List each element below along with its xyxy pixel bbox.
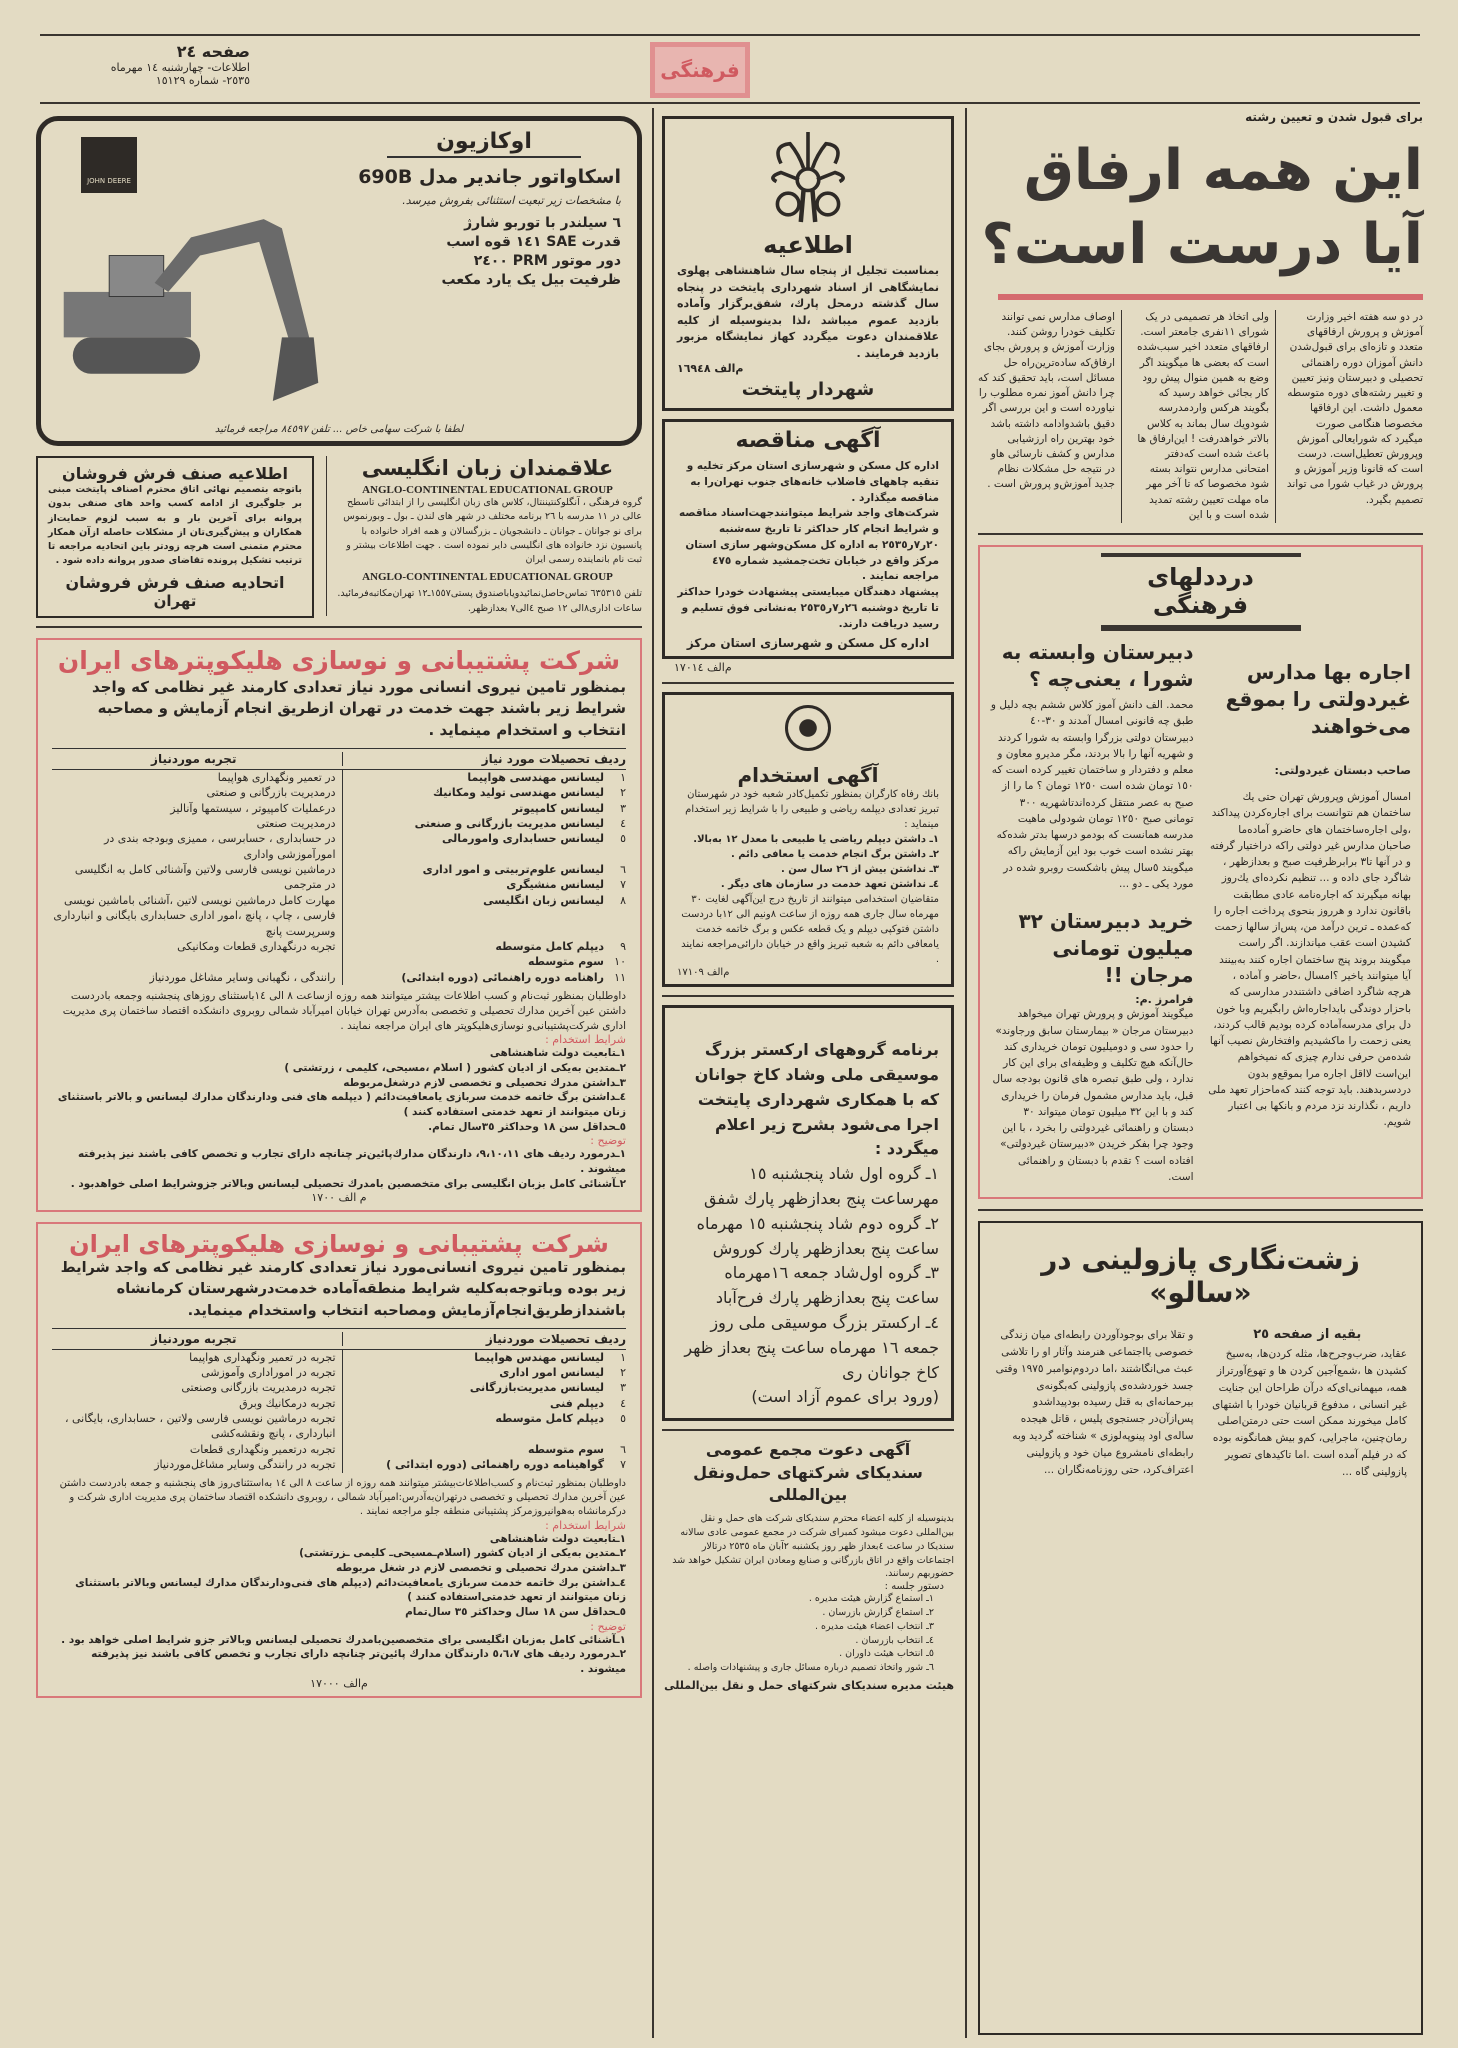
union-general-assembly-ad (662, 1439, 954, 1692)
notice-body: بمناسبت تجلیل از پنجاه سال شاهنشاهی پهلوی نمایشگاهی از اسناد شهرداری پایتخت در پنجاه سال گذشته درمحل پارك، شفق‌برگزار وآماده بازدید عموم میباشد ،لذا بدینوسیله از کلیه علاقمندان دعوت میگردد کهاز نمایشگاه مزبور بازدید فرمایند . (677, 264, 939, 360)
row-number: ٢ (620, 786, 626, 800)
table-row (52, 816, 626, 831)
cultural-complaints-box (978, 545, 1423, 1199)
agenda-item: ١ـ استماع گزارش هیئت مدیره . (808, 1593, 934, 1605)
list-item: ٢ـآشنائی کامل بزبان انگلیسی برای متخصصین بامدرك تحصیلی لیسانس وبالاتر جزوشرایط اصلی خواهدبود . (70, 1177, 626, 1190)
box-title: درددلهای فرهنگی (1147, 563, 1254, 620)
column-rule (652, 108, 654, 2038)
heli2-code: م‌الف ١٧٠٠٠ (310, 1676, 368, 1690)
row-education: لیسانس مهندسی تولید ومکانیك (432, 786, 604, 800)
heli1-intro: بمنظور تامین نیروی انسانی مورد نیاز تعدادی کارمند غیر نظامی که واجد شرایط زیر باشند جهت خدمت در تهران ازطریق انجام آزمایش و مصاحبه انتخاب و استخدام مینماید . (92, 677, 626, 739)
article-col-1: در دو سه هفته اخیر وزارت آموزش و پرورش ارفاقهای متعدد و تازه‌ای برای قبول‌شدن دانش آموزان دوره راهنمائی تحصیلی و دبیرستان ونیز تعیین و تغییر رشته‌های دوره متوسطه معمول داشت. این ارفاقها مخصوصا هنگامی صورت میگیرد که شورایعالی آموزش وپرورش تعطیل‌است. درست است که قانونا وزیر آموزش و پرورش در غیاب شورا می تواند تصمیم بگیرد. (1286, 311, 1423, 506)
list-item: ١ـآشنائی کامل به‌زبان انگلیسی برای متخصصین‌بامدرك تحصیلی لیسانس وبالاتر جزو شرایط اصلی خواهد بود . (61, 1633, 626, 1646)
column-header-experience: تجربه موردنیاز (52, 752, 343, 766)
row-experience: در تعمیر ونگهداری هواپیما (52, 770, 343, 785)
article-col-2: ولی اتخاذ هر تصمیمی در یک شورای ١١نفری جامعتر است. ارفاقهای متعدد اخیر سبب‌شده است که بعضی ها میگویند اگر وضع به همین منوال پیش رود کار بجائی خواهد رسید که بگویند هرکس واردمدرسه شودویك سال بماند به کلاس بالاتر خواهدرفت ! این‌ارفاق ها باعث شده است که‌دفتر امتحانی مدارس نتواند بسته شود مخصوصا که تا آخر مهر ماه مهلت تعیین رشته تمدید شده است و با این (1137, 311, 1269, 521)
schedule-item: ٢ـ گروه دوم شاد پنجشنبه ١٥ مهرماه ساعت پنج بعدازظهر پارك کوروش (696, 1213, 939, 1258)
row-education: لیسانس مهندس هواپیما (474, 1350, 604, 1364)
divider (662, 682, 954, 684)
middle-column (662, 116, 954, 2036)
pasolini-col-right: عقاید، ضرب‌وجرح‌ها، مثله کردن‌ها، به‌سیخ کشیدن ها ،شمع‌آجین کردن ها و تهوع‌آورتراز همه، میهمانی‌ای‌که درآن طراحان این جنایت غیر انسانی ، مدفوع قربانیان خودرا با اشتهای کامل میخورند ممکن است حتی درمتن‌اصلی رمان‌چنین، ماجرایی، کم‌و بیش همانگونه بوده که در فیلم آمده است .اما تاکیدهای تصویر پازولینی گاه ... (1212, 1348, 1407, 1478)
row-number: ٥ (620, 1412, 626, 1426)
english-ad-title: علاقمندان زبان انگلیسی (361, 456, 614, 480)
notice-code: م‌الف ١٦٩٤٨ (677, 362, 744, 375)
story1-body: امسال آموزش وپرورش تهران حتی یك ساختمان هم نتوانست برای اجاره‌کردن پیداکند ،ولی اجاره‌ساختمان های حاضرو آماده‌ما صاحبان مدارس غیر دولتی راکه دراختیار گرفته و در آنها تا٣ برابرظرفیت صبح و بعدازظهر ، شاگرد جای داده و ... تنظیم نکرده‌ای یك‌روز بهانه میگیرند که اجاره‌نامه عادی مطابقت باقانون ندارد و هرروز بنحوی پرداخت اجاره را که‌عمده ـ ترین درآمد من، پس‌از سالها زحمت کشیدن است عقب میاندازند. اگر راست میگویند بروند پنج ساختمان اجاره کنند به‌بینند آیا میتوانند یاخیر ؟امسال ،حاضر و آماده ، هرچه شاگرد اضافی داشتنددر مدارسی که باحزار دوندگی بایداجاره‌اش رابگیریم وبا خون دل برای مدرسه‌آماده کرده بودیم قالب کردند، یعنی زحمت را ماکشیدیم وافتخارش نصیب آنها شده‌من حرفی ندارم چیزی که نمیخواهم این‌است لااقل اجاره مرا بموقع‌و بدون دردسربدهند. باید توجه کنند که‌ماحزار تعهد ملی داریم ، نگذارند نزد مردم و بانکها بی اعتبار شویم. (1208, 791, 1411, 1129)
row-experience: در حسابداری ، حسابرسی ، ممیزی وبودجه بندی در امورآموزشی واداری (52, 831, 343, 862)
tender-body-2: شرکت‌های واجد شرایط میتوانندجهت‌اسناد مناقصه و شرایط انجام کار حداکثر تا تاریخ سه‌شنبه ٢٠ر٧ر٢٥٣٥ به اداره کل مسکن‌وشهر سازی استان مرکز واقع در خیابان تخت‌جمشید شماره ٤٧٥ مراجعه نمایند . (679, 507, 939, 583)
continued-from: بقیه از صفحه ٢٥ (1253, 1327, 1362, 1343)
helicopter-ad-tehran (36, 638, 642, 1213)
schedule-item: ١ـ گروه اول شاد پنجشنبه ١٥ مهرساعت پنج بعدازظهر پارك شفق (703, 1164, 939, 1209)
bank-ad-outro: متقاضیان استخدامی میتوانند از تاریخ درج این‌آگهی لغایت ٣٠ مهرماه سال جاری همه روزه از ساعت ٨ونیم الی ١٢با دردست داشتن فتوکپی دیپلم و یک قطعه عکس و برگ خاتمه خدمت یامعافی دائم به شعبه تبریز واقع در خیابان دارائی‌مراجعه نمایند . (681, 894, 939, 966)
schedule-item: ٤ـ ارکستر بزرگ موسیقی ملی روز جمعه ١٦ مهرماه ساعت پنج بعداز ظهر کاخ جوانان ری (684, 1313, 939, 1382)
union-signature: هیئت مدیره سندیکای شرکتهای حمل و نقل بین‌المللی (664, 1678, 954, 1692)
row-number: ٥ (620, 832, 626, 846)
row-number: ٢ (620, 1365, 626, 1379)
table-row (52, 893, 626, 939)
row-experience: تجربه درتعمیر ونگهداری قطعات (52, 1442, 343, 1457)
table-row (52, 1411, 626, 1442)
heli1-apply: داوطلبان بمنظور ثبت‌نام و کسب اطلاعات بیشتر میتوانند همه روزه ازساعت ٨ الی ١٤باستثنای روزهای پنجشنبه وجمعه بادردست داشتن عین آخرین مدارك تحصیلی و تخصصی به‌آدرس تهران خیابان امیرآباد شمالی روبروی دانشکده اقتصاد ساختمان پری مدیریت اداری شرکت‌پشتیبانی‌و نوسازی‌هلیکوپتر های ایران مراجعه نمایند . (62, 990, 626, 1032)
divider (978, 533, 1423, 535)
row-experience: درعملیات کامپیوتر ، سیستمها وآنالیز (52, 801, 343, 816)
list-item: ٤ـداشتن برك خاتمه خدمت سربازی یامعافیت‌دائم (دیپلم های فنی‌ودارندگان مدارك لیسانس وبالاتر باستثنای زنان میتوانند از تعهد خدمتی‌استفاده کنند ) (75, 1576, 626, 1604)
heli2-intro: بمنظور تامین نیروی انسانی‌مورد نیاز تعدادی کارمند غیر نظامی که واجد شرایط زیر بوده وباتوجه‌به‌کلیه شرایط منطقه‌آماده خدمت‌درشهرستان کرمانشاه باشندازطریق‌انجام‌آزمایش ومصاحبه انتخاب واستخدام مینماید. (60, 1260, 626, 1319)
row-education: سوم متوسطه (527, 955, 604, 969)
bank-employment-ad (662, 692, 954, 987)
music-schedule (677, 1162, 939, 1385)
red-rule (998, 294, 1423, 300)
row-experience: تجربه در اموراداری وآموزشی (52, 1365, 343, 1380)
agenda-item: ٦ـ شور واتخاذ تصمیم درباره مسائل جاری و پیشنهادات واصله . (687, 1662, 934, 1674)
row-experience: تجربه در تعمیر ونگهداری هواپیما (52, 1350, 343, 1365)
music-program-ad (662, 1005, 954, 1421)
heli2-conditions-label: شرایط استخدام : (545, 1518, 626, 1532)
row-number: ٧ (620, 878, 626, 892)
row-experience: تجربه در رانندگی وسایر مشاغل‌موردنیاز (52, 1457, 343, 1472)
requirement-item: ١ـ داشتن دیپلم ریاضی یا طبیعی با معدل ١٢ به‌بالا. (693, 834, 939, 846)
pasolini-col-left: و تقلا برای بوجودآوردن رابطه‌ای میان زندگی خصوصی یااجتماعی هنرمند وآثار او را تلاشی عبث می‌انگاشتند ،اما دردوم‌نوامبر ١٩٧٥ وقتی جسد خوردشده‌ی پازولینی که‌بگونه‌ی بیرحمانه‌ای به قتل رسیده بودپیداشدو پس‌ازآن‌در جستجوی پلیس ، قاتل هیجده ساله‌ی اود پینوپه‌لوزی » شناخته گردید وبه رابطه‌ای نامشروع میان خود و پازولینی اعتراف‌کرد، حتی روزنامه‌نگاران ... (995, 1329, 1194, 1476)
requirement-item: ٤ـ نداشتن تعهد خدمت در سازمان های دیگر . (720, 879, 939, 891)
table-row (52, 970, 626, 985)
english-language-ad (326, 456, 642, 616)
capital-notice (662, 116, 954, 411)
music-title: برنامه گروههای ارکستر بزرگ موسیقی ملی وشاد کاخ جوانان که با همکاری شهرداری پایتخت اجرا می‌شود بشرح زیر اعلام میگردد : (694, 1040, 939, 1159)
spec-cylinders: ٦ سیلندر با توربو شارژ (464, 215, 621, 231)
ad-subtitle: با مشخصات زیر تبعیت استثنائی بفروش میرسد. (402, 194, 621, 207)
article-columns (978, 310, 1423, 523)
carpet-signature: اتحادیه صنف فرش فروشان (65, 572, 285, 592)
heli2-conditions (52, 1532, 626, 1620)
heli1-company: شرکت پشتیبانی و نوسازی هلیکوپترهای ایران (57, 645, 621, 675)
row-education: لیسانس منشیگری (506, 878, 604, 892)
row-number: ٤ (620, 1396, 626, 1410)
municipality-emblem-icon (763, 127, 853, 227)
agenda-label: دستور جلسه : (884, 1581, 944, 1593)
row-education: راهنامه دوره راهنمائی (دوره ابتدائی) (401, 970, 604, 984)
music-footer: (ورود برای عموم آزاد است) (751, 1387, 939, 1407)
list-item: ١ـتابعیت دولت شاهنشاهی (489, 1532, 626, 1545)
small-ads-row (36, 456, 642, 628)
row-experience: رانندگی ، نگهبانی وسایر مشاغل موردنیاز (52, 970, 343, 985)
divider (662, 995, 954, 997)
page-number: صفحه ٢٤ (176, 42, 250, 61)
headline-line-2: آیا درست است؟ (981, 212, 1423, 277)
kicker: برای قبول شدن و تعیین رشته (1245, 110, 1423, 124)
carpet-sellers-notice (36, 456, 314, 618)
bank-logo-icon (785, 705, 831, 751)
bank-ad-intro: بانك رفاه کارگران بمنظور تکمیل‌کادر شعبه خود در شهرستان تبریز تعدادی دیپلمه ریاضی و طبیعی را با شرایط زیر استخدام مینماید : (685, 789, 939, 831)
row-education: لیسانس مهندسی هواپیما (467, 770, 604, 784)
heli2-requirements-table (52, 1328, 626, 1473)
schedule-item: ٣ـ گروه اول‌شاد جمعه ١٦مهرماه ساعت پنج بعدازظهر پارك فرح‌آباد (715, 1263, 939, 1308)
table-row (52, 801, 626, 816)
heli2-notes (52, 1633, 626, 1677)
row-education: دیپلم کامل متوسطه (495, 940, 604, 954)
pasolini-article (978, 1221, 1423, 2035)
list-item: ٢ـمتدین به‌یکی از ادیان کشور (اسلام‌ـمسیحی‌ـ کلیمی ـزرتشتی) (299, 1547, 626, 1560)
heli1-notes (52, 1147, 626, 1191)
carpet-body: باتوجه بتصمیم نهائی اتاق محترم اصناف پایتخت مبنی بر جلوگیری از ادامه کسب واحد های صنفی بدون پروانه برای آخرین بار و به سبب لزوم حمایت‌از همکاران و پیش‌گیری‌تان از مشکلات حاصله ازآن همکار محترم متمنی است هرچه زودتر باین اتحادیه مراجعه تا ترتیب تشکیل پرونده تقاضای صدور پروانه داده شود . (48, 484, 302, 567)
row-number: ١ (620, 1350, 626, 1364)
table-row (52, 1457, 626, 1472)
row-number: ٨ (620, 893, 626, 907)
heli1-requirements-table (52, 748, 626, 985)
row-number: ١١ (614, 970, 626, 984)
table-row (52, 939, 626, 954)
issue-info (50, 42, 250, 87)
story3-headline: خرید دبیرستان ٣٢ میلیون تومانی مرجان !! (1018, 909, 1194, 988)
requirement-item: ٢ـ داشتن برگ انجام خدمت یا معافی دائم . (730, 849, 939, 861)
row-education: لیسانس امور اداری (499, 1365, 604, 1379)
heli1-notes-label: توضیح : (590, 1134, 626, 1148)
tender-body-3: پیشنهاد دهندگان میبایستی پیشنهادت خودرا حداکثر تا تاریخ دوشنبه ٢٦ر٧ر٢٥٣٥ به‌نشانی فوق تسلیم و رسید دریافت دارند. (677, 586, 939, 630)
story2-body: محمد. الف دانش آموز کلاس ششم بچه دلیل و طبق چه قانونی امسال آمدند و ٣٠-٤٠ دبیرستان دولتی بزرگرا وابسته به شورا کردند و شهریه آنها را بالا بردند، مگر مدیرو معاون و معلم و دفتردار و ساختمان تغییر کرده است که ١٥٠ تومان شده است ١٢٥٠ تومان ؟ ما را از صبح به عصر منتقل کرده‌اندتاشهریه ٣٠٠ تومانی صبح ١٢٥٠ تومان شودولی ماهیت مدرسه همانست که بودمو درسها بدتر شده‌که بهتر نشده است خوب بود این آزمایش راکه میگویند ٥سال پیش باشکست روبرو شده در مورد یکی ـ دو ... (990, 699, 1194, 890)
english-ad-org-repeat: ANGLO-CONTINENTAL EDUCATIONAL GROUP (362, 571, 613, 584)
list-item: ٣ـداشتن مدرك تحصیلی و تخصصی لازم در شغل مربوطه (335, 1562, 626, 1575)
headline-line-1: این همه ارفاق (1023, 138, 1423, 203)
agenda-list (662, 1592, 934, 1675)
masthead (40, 34, 1420, 104)
heli2-company: شرکت پشتیبانی و نوسازی هلیکوپترهای ایران (69, 1230, 609, 1259)
story1-byline: صاحب دبستان غیردولتی: (1274, 764, 1411, 778)
heli1-code: م الف ١٧٠٠ (311, 1191, 367, 1205)
row-education: لیسانس مدیریت بازرگانی و صنعتی (414, 816, 604, 830)
story2-headline: دبیرستان وابسته به شورا ، یعنی‌چه ؟ (1001, 640, 1194, 692)
spec-bucket: ظرفیت بیل یک یارد مکعب (441, 272, 621, 288)
row-number: ٣ (620, 1381, 626, 1395)
row-experience: تجربه درنگهداری قطعات ومکانیکی (52, 939, 343, 954)
tender-signature: اداره کل مسکن و شهرسازی استان مرکز (686, 636, 930, 651)
union-title-2: سندیکای شرکتهای حمل‌ونقل بین‌المللی (693, 1462, 923, 1504)
table-row (52, 877, 626, 892)
table-row (52, 770, 626, 785)
john-deere-logo: JOHN DEERE (81, 137, 137, 193)
pasolini-headline: زشت‌نگاری پازولینی در «سالو» (1041, 1243, 1360, 1310)
row-education: لیسانس علوم‌تربیتی و امور اداری (422, 863, 604, 877)
list-item: ٤ـداشتن برگ خاتمه خدمت سربازی یامعافیت‌دائم ( دیپلمه های فنی ودارندگان مدارك لیسانس و بالاتر باستثنای زنان میتوانند از تعهد خدمتی استفاده کنند ) (57, 1091, 626, 1119)
bank-ad-requirements (677, 832, 939, 892)
carpet-city: تهران (153, 591, 197, 610)
tender-code: م‌الف ١٧٠١٤ (674, 661, 732, 675)
row-education: دیپلم کامل متوسطه (495, 1412, 604, 1426)
list-item: ١ـدرمورد ردیف های ٩،١٠،١١، دارندگان مدارك‌پائین‌تر چنانچه دارای تجارب و تخصص کافی باشند نیز پذیرفته میشوند . (77, 1148, 626, 1176)
list-item: ٢ـدرمورد ردیف های ٥،٦،٧ دارندگان مدارك پائین‌تر چنانچه دارای تجارب و تخصص کافی باشند نیز پذیرفته میشوند . (91, 1648, 626, 1676)
heli1-conditions (52, 1046, 626, 1134)
divider (978, 1209, 1423, 1211)
tender-body-1: اداره کل مسکن و شهرسازی استان مرکز تخلیه و تنقیه چاههای فاضلاب خانه‌های جنوب تهران‌را به مناقصه میگذارد . (686, 460, 939, 504)
table-row (52, 785, 626, 800)
row-number: ٤ (620, 816, 626, 830)
list-item: ٥ـحداقل سن ١٨ وحداکثر ٣٥سال تمام. (428, 1120, 626, 1133)
english-ad-body: گروه فرهنگی ، آنگلوکنتیننتال، کلاس های زبان انگلیسی را از ابتدائی تاسطح عالی در ١١ مدرسه با ٢٦ برنامه مختلف در شهر های لندن ـ بول ـ وبورنموس برای نو جوانان ـ جوانان ـ دانشجویان ـ بزرگسالان و همه افراد خانواده با پانسیون نزد خانواده های انگلیسی دایر نموده است . جهت اطلاعات بیشتر و ثبت نام بانماینده رسمی ایران (343, 497, 642, 565)
story3-byline: فرامرز .م: (1135, 993, 1194, 1007)
row-experience (52, 954, 343, 969)
row-number: ٦ (620, 863, 626, 877)
english-ad-contact: تلفن ٦٣٥٣١٥ تماس‌حاصل‌نمائیدویاباصندوق پستی١٥٥٧ـ١٢ تهران‌مکاتبه‌فرمائید. ساعات اداری٨الی ١٢ صبح ٤الی٧ بعدازظهر. (337, 588, 642, 614)
list-item: ١ـتابعیت دولت شاهنشاهی (489, 1047, 626, 1060)
story1-headline: اجاره بها مدارس غیردولتی را بموقع می‌خواهند (1225, 660, 1411, 739)
table-row (52, 954, 626, 969)
row-experience: تجربه درمدیریت بازرگانی وصنعتی (52, 1380, 343, 1395)
section-label: فرهنگی (650, 42, 750, 98)
table-row (52, 1442, 626, 1457)
row-education: لیسانس زبان انگلیسی (483, 893, 604, 907)
table-row (52, 1396, 626, 1411)
product-name: اسکاواتور جاندیر مدل 690B (358, 166, 621, 188)
tender-ad (662, 419, 954, 659)
row-experience: تجربه درمکانیك وبرق (52, 1396, 343, 1411)
row-experience: تجربه درماشین نویسی فارسی ولاتین ، حسابداری، بایگانی ، انبارداری ، پانچ ونقشه‌کشی (52, 1411, 343, 1442)
story3-body: میگویند آموزش و پرورش تهران میخواهد دبیرستان مرجان « بیمارستان سابق ورجاوند» را حدود سی و دومیلیون تومان خریداری کند حال‌آنکه هیچ تکلیف و وظیفه‌ای برای این کار ندارد ، ولی طبق تبصره های قانون بودجه سال قبل، باید مدارس مشمول فرمان را خریداری کند و با این ٣٢ میلیون تومان میتواند ٣٠ دبستان و راهنمائی غیردولتی را بخرد ، با این وجود چرا بفکر خریدن «دبیرستان غیردولتی» افتاده است ؟ تقدم با دبستان و راهنمائی است. (992, 1008, 1194, 1183)
row-education: سوم متوسطه (527, 1442, 604, 1456)
column-rule (965, 108, 967, 2038)
table-row (52, 1380, 626, 1395)
row-experience: درماشین نویسی فارسی ولاتین وآشنائی کامل به انگلیسی (52, 862, 343, 877)
agenda-item: ٤ـ انتخاب بازرسان . (855, 1634, 934, 1646)
list-item: ٢ـمتدین به‌یکی از ادیان کشور ( اسلام ،مسیحی، کلیمی ، زرتشتی ) (284, 1061, 626, 1074)
union-title-1: آگهی دعوت مجمع عمومی (705, 1440, 911, 1460)
carpet-title: اطلاعیه صنف فرش فروشان (62, 464, 288, 483)
table-row (52, 862, 626, 877)
table-row (52, 831, 626, 862)
row-number: ١ (620, 770, 626, 784)
row-education: دیپلم فنی (549, 1396, 604, 1410)
divider (662, 1429, 954, 1431)
row-number: ٦ (620, 1442, 626, 1456)
row-education: لیسانس حسابداری وامورمالی (441, 832, 604, 846)
requirement-item: ٣ـ نداشتن بیش از ٢٦ سال سن . (780, 864, 939, 876)
row-number: ٩ (620, 940, 626, 954)
row-number: ٧ (620, 1458, 626, 1472)
row-experience: مهارت کامل درماشین نویسی لاتین ،آشنائی باماشین نویسی فارسی ، چاپ ، پانچ ،امور اداری حسابداری بایگانی و انبارداری وسرپرست پانچ (52, 893, 343, 939)
heli1-conditions-label: شرایط استخدام : (545, 1033, 626, 1047)
agenda-item: ٥ـ انتخاب هیئت داوران . (839, 1648, 934, 1660)
notice-title: اطلاعیه (763, 231, 853, 259)
row-experience: درمدیریت بازرگانی و صنعتی (52, 785, 343, 800)
ad-contact: لطفا با شرکت سهامی خاص ... تلفن ٨٤٥٩٧ مراجعه فرمائید (214, 424, 464, 435)
article-col-3: اوصاف مدارس نمی توانند تکلیف خودرا روشن کنند. وزارت آموزش و پرورش بجای ارفاق‌که ساده‌ترین‌راه حل مسائل است، باید تحقیق کند که چرا دانش آموز نمره مطلوب را نیاورده است و این بررسی اگر دقیق باشدوادامه داشته باشد خود بهترین راه ارزشیابی مدارس و کشف نارسائی هاو در نتیجه حل مشکلات نظام جدید آموزش‌و پرورش است . (978, 311, 1115, 491)
lead-article (978, 110, 1423, 523)
issue-date: اطلاعات- چهارشنبه ١٤ مهرماه (110, 61, 250, 74)
row-education: لیسانس مدیریت‌بازرگانی (469, 1381, 604, 1395)
helicopter-ad-kermanshah (36, 1222, 642, 1697)
agenda-item: ٣ـ انتخاب اعضاء هیئت مدیره . (814, 1620, 934, 1632)
english-ad-org: ANGLO-CONTINENTAL EDUCATIONAL GROUP (362, 484, 613, 496)
table-row (52, 1365, 626, 1380)
row-education: گواهینامه دوره راهنمائی (دوره ابتدائی ) (386, 1458, 604, 1472)
heli2-apply: داوطلبان بمنظور ثبت‌نام و کسب‌اطلاعات‌بیشتر میتوانند همه روزه از ساعت ٨ الی ١٤ به‌استثنای‌روز های پنجشنبه و جمعه بادردست داشتن عین آخرین مدارك تحصیلی و تخصصی درتهران‌به‌آدرس:امیرآباد شمالی ، روبروی دانشکده اقتصاد ساختمان پری مدیریت اداری شرکت و درکرمانشاه به‌هوانیروزمرکز پشتیبانی منطقه جلو مراجعه نمایند . (59, 1477, 626, 1517)
column-header-experience: تجربه موردنیاز (52, 1332, 343, 1346)
table-row (52, 1350, 626, 1365)
ad-brand-label: اوکازیون (387, 129, 581, 158)
union-body: بدینوسیله از کلیه اعضاء محترم سندیکای شرکت های حمل و نقل بین‌المللی دعوت میشود کمبرای شرکت در مجمع عمومی عادی سالانه سندیکا در ساعت ٤بعداز ظهر روز یکشنبه ٢آبان ماه ٢٥٣٥ درتالار اجتماعات واقع در اتاق بازرگانی و صنایع ومعادن ایران تشکیل خواهد شد حضوربهم رسانند. (672, 1513, 954, 1580)
notice-signature: شهردار پایتخت (741, 379, 875, 400)
row-number: ١٠ (614, 955, 626, 969)
spec-power: قدرت SAE ١٤١ قوه اسب (446, 234, 621, 250)
left-column (36, 116, 642, 2041)
issue-number: ٢٥٣٥- شماره ١٥١٢٩ (155, 74, 250, 87)
agenda-item: ٢ـ استماع گزارش بازرسان . (822, 1606, 934, 1618)
row-experience: در مترجمی (52, 877, 343, 892)
list-item: ٣ـداشتن مدرك تحصیلی و تخصصی لازم درشغل‌مربوطه (343, 1076, 626, 1089)
excavator-illustration (46, 201, 336, 401)
column-header-education: ردیف تحصیلات موردنیاز (485, 1331, 626, 1346)
tender-title: آگهی مناقصه (735, 428, 881, 453)
row-education: لیسانس کامپیوتر (512, 801, 604, 815)
bank-ad-code: م‌الف ١٧١٠٩ (677, 967, 730, 979)
row-number: ٣ (620, 801, 626, 815)
spec-rpm: دور موتور PRM ٢٤٠٠ (473, 253, 621, 269)
excavator-ad (36, 116, 642, 446)
row-experience: درمدیریت صنعتی (52, 816, 343, 831)
list-item: ٥ـحداقل سن ١٨ سال وحداکثر ٣٥ سال‌تمام (405, 1606, 626, 1619)
heli2-notes-label: توضیح : (590, 1619, 626, 1633)
right-column (978, 110, 1423, 2035)
bank-ad-title: آگهی استخدام (737, 763, 879, 788)
tender-ad-block (662, 419, 954, 674)
column-header-education: ردیف تحصیلات مورد نیاز (481, 751, 626, 766)
